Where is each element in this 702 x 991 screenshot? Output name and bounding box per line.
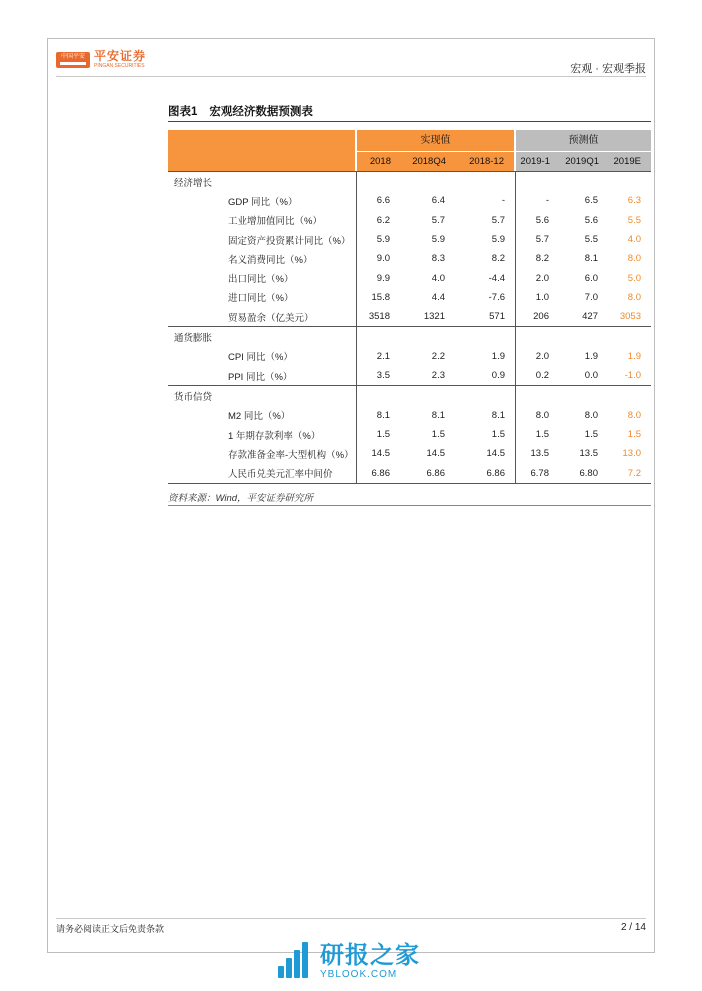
table-section [168,326,651,385]
header-blank-cell [168,130,355,171]
actual-value-cell: 4.4 [431,291,445,303]
actual-value-cell: 8.1 [491,409,505,421]
actual-value-cell: 6.4 [431,195,445,207]
actual-value-cell: 5.7 [491,214,505,226]
actual-value-cell: 1.5 [491,429,505,440]
row-label: PPI 同比（%） [228,371,293,383]
header-actual-group [357,130,514,171]
row-label: CPI 同比（%） [228,352,293,364]
row-label: 人民币兑美元汇率中间价 [228,469,333,481]
forecast-value-cell: 13.5 [530,448,549,460]
logo-en: PINGAN SECURITIES [94,63,145,69]
forecast-value-cell: 206 [533,311,549,323]
table-section [168,385,651,483]
source-note: 资料来源：Wind，平安证券研究所 [168,493,314,504]
row-label: 出口同比（%） [228,274,294,286]
forecast-value-cell: 7.2 [627,467,641,479]
actual-value-cell: 15.8 [371,291,390,303]
table-row [168,191,651,210]
actual-value-cell: - [501,195,505,207]
actual-value-cell: 0.9 [491,370,505,382]
table-row [168,211,651,230]
row-label: 贸易盈余（亿美元） [228,312,314,324]
actual-value-cell: 2.1 [376,350,390,362]
forecast-group-title: 预测值 [568,135,599,146]
logo-name: 平安证券 [94,49,147,63]
forecast-value-cell: 6.0 [584,272,598,284]
page-number: 2 / 14 [620,922,646,933]
actual-value-cell: 3.5 [376,370,390,382]
actual-value-cell: 9.9 [376,272,390,284]
forecast-value-cell: 8.2 [535,253,549,265]
forecast-value-cell: 6.80 [579,467,598,479]
actual-value-cell: 4.0 [431,272,445,284]
forecast-value-cell: 6.5 [584,195,598,207]
forecast-value-cell: 8.0 [627,409,641,421]
actual-value-cell: 6.86 [371,467,390,479]
table-row [168,230,651,249]
row-label: M2 同比（%） [228,411,291,423]
actual-value-cell: 2.3 [431,370,445,382]
forecast-value-cell: 1.5 [627,429,641,440]
actual-value-cell: -4.4 [488,272,505,284]
table-row [168,406,651,425]
forecast-value-cell: 427 [582,311,598,323]
forecast-value-cell: 13.0 [622,448,641,460]
section-title: 宏观 · 宏观季报 [570,63,646,75]
table-row [168,288,651,307]
actual-value-cell: 1.5 [376,429,390,440]
table-row [168,463,651,482]
col-header: 2018Q4 [412,156,446,167]
col-header: 2018 [369,156,391,167]
watermark-cn: 研报之家 [320,941,420,969]
figure-title [168,103,313,119]
forecast-value-cell: 2.0 [535,350,549,362]
actual-value-cell: 5.7 [431,214,445,226]
forecast-value-cell: 0.2 [535,370,549,382]
actual-value-cell: 8.3 [431,253,445,265]
forecast-value-cell: 8.0 [627,291,641,303]
forecast-value-cell: 6.78 [530,467,549,479]
section-category: 经济增长 [174,177,213,189]
row-label: GDP 同比（%） [228,196,298,208]
forecast-table [168,130,651,484]
footer-divider [56,918,646,919]
actual-value-cell: 6.86 [486,467,505,479]
actual-value-cell: 571 [489,311,505,323]
table-row [168,444,651,463]
actual-value-cell: 6.86 [426,467,445,479]
actual-value-cell: 5.9 [431,234,445,246]
actual-value-cell: 14.5 [486,448,505,460]
actual-value-cell: 6.2 [376,214,390,226]
logo-top-text: 中国平安 [60,54,85,60]
table-row [168,249,651,268]
actual-value-cell: 8.2 [491,253,505,265]
forecast-value-cell: 4.0 [627,234,641,246]
figure-caption: 宏观经济数据预测表 [209,106,313,118]
col-header: 2018-12 [469,156,504,167]
section-category: 通货膨胀 [174,333,213,345]
forecast-value-cell: 0.0 [584,370,598,382]
table-section [168,171,651,326]
actual-value-cell: 6.6 [376,195,390,207]
actual-value-cell: -7.6 [488,291,505,303]
header-forecast-group [516,130,651,171]
forecast-value-cell: 5.6 [584,214,598,226]
table-header [168,130,651,171]
forecast-value-cell: 7.0 [584,291,598,303]
forecast-value-cell: 5.6 [535,214,549,226]
watermark-en: YBLOOK.COM [320,968,398,980]
forecast-value-cell: 5.5 [584,234,598,246]
forecast-value-cell: 8.0 [535,409,549,421]
forecast-value-cell: 8.0 [584,409,598,421]
forecast-value-cell: 1.5 [584,429,598,440]
actual-value-cell: 9.0 [376,253,390,265]
pingan-logo [56,50,146,69]
forecast-value-cell: 1.0 [535,291,549,303]
actual-value-cell: 8.1 [431,409,445,421]
forecast-value-cell: 8.1 [584,253,598,265]
actual-value-cell: 14.5 [371,448,390,460]
table-body [168,171,651,484]
forecast-value-cell: 1.9 [627,350,641,362]
forecast-value-cell: 5.7 [535,234,549,246]
figure-title-divider [168,121,651,122]
bar-chart-icon [276,942,314,980]
forecast-value-cell: -1.0 [624,370,641,382]
disclaimer-note: 请务必阅读正文后免责条款 [56,924,165,934]
actual-value-cell: 2.2 [431,350,445,362]
col-header: 2019-1 [520,156,550,167]
forecast-value-cell: 3053 [619,311,641,323]
section-category: 货币信贷 [174,391,213,403]
actual-value-cell: 5.9 [491,234,505,246]
table-row [168,425,651,444]
forecast-value-cell: - [545,195,549,207]
table-row [168,307,651,326]
watermark [276,942,420,980]
actual-value-cell: 1.5 [431,429,445,440]
table-row [168,347,651,366]
forecast-value-cell: 5.5 [627,214,641,226]
forecast-value-cell: 13.5 [579,448,598,460]
actual-value-cell: 1.9 [491,350,505,362]
col-header: 2019E [613,156,641,167]
forecast-value-cell: 5.0 [627,272,641,284]
forecast-value-cell: 1.9 [584,350,598,362]
table-row [168,366,651,385]
forecast-value-cell: 2.0 [535,272,549,284]
row-label: 存款准备金率-大型机构（%） [228,449,354,461]
actual-value-cell: 5.9 [376,234,390,246]
actual-group-title: 实现值 [420,135,451,146]
row-label: 1 年期存款利率（%） [228,430,321,442]
col-header: 2019Q1 [565,156,599,167]
row-label: 工业增加值同比（%） [228,216,322,228]
row-label: 进口同比（%） [228,293,294,305]
actual-value-cell: 3518 [368,311,390,323]
header-divider [56,76,646,77]
forecast-value-cell: 6.3 [627,195,641,207]
source-divider [168,505,651,506]
table-row [168,268,651,287]
actual-value-cell: 8.1 [376,409,390,421]
logo-badge [56,52,90,68]
forecast-value-cell: 1.5 [535,429,549,440]
actual-value-cell: 14.5 [426,448,445,460]
row-label: 固定资产投资累计同比（%） [228,235,351,247]
forecast-value-cell: 8.0 [627,253,641,265]
figure-number: 图表1 [168,106,198,118]
actual-value-cell: 1321 [423,311,445,323]
row-label: 名义消费同比（%） [228,254,313,266]
